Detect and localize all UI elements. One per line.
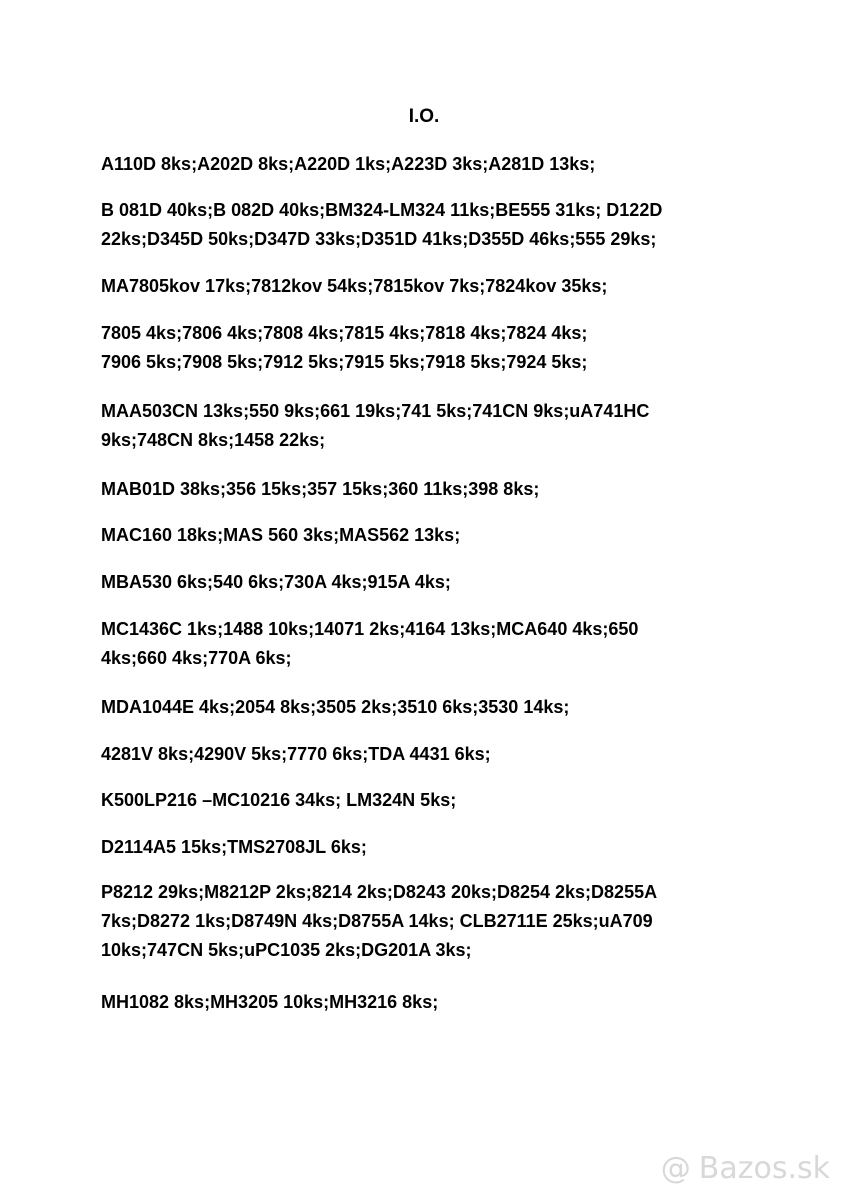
- text-line: 7805 4ks;7806 4ks;7808 4ks;7815 4ks;7818 4ks;7824 4ks;: [101, 323, 588, 343]
- text-line: 4281V 8ks;4290V 5ks;7770 6ks;TDA 4431 6ks;: [101, 744, 491, 764]
- paragraph: [101, 988, 741, 1017]
- watermark-text: Bazos.sk: [698, 1151, 830, 1186]
- watermark: [661, 1151, 830, 1186]
- text-line: MAA503CN 13ks;550 9ks;661 19ks;741 5ks;741CN 9ks;uA741HC: [101, 401, 650, 421]
- text-line: 10ks;747CN 5ks;uPC1035 2ks;DG201A 3ks;: [101, 940, 472, 960]
- text-line: MH1082 8ks;MH3205 10ks;MH3216 8ks;: [101, 992, 439, 1012]
- text-line: P8212 29ks;M8212P 2ks;8214 2ks;D8243 20ks;D8254 2ks;D8255A: [101, 882, 658, 902]
- paragraph: [101, 272, 741, 301]
- text-line: MC1436C 1ks;1488 10ks;14071 2ks;4164 13ks;MCA640 4ks;650: [101, 619, 639, 639]
- paragraph: [101, 397, 741, 455]
- text-line: 4ks;660 4ks;770A 6ks;: [101, 648, 292, 668]
- paragraph: [101, 740, 741, 769]
- text-line: MAC160 18ks;MAS 560 3ks;MAS562 13ks;: [101, 525, 461, 545]
- bazos-logo-icon: @: [660, 1151, 691, 1186]
- text-line: 7ks;D8272 1ks;D8749N 4ks;D8755A 14ks; CLB2711E 25ks;uA709: [101, 911, 653, 931]
- paragraph: [101, 319, 741, 377]
- text-line: A110D 8ks;A202D 8ks;A220D 1ks;A223D 3ks;A281D 13ks;: [101, 154, 596, 174]
- paragraph: [101, 196, 741, 254]
- paragraph: [101, 833, 741, 862]
- text-line: MDA1044E 4ks;2054 8ks;3505 2ks;3510 6ks;3530 14ks;: [101, 697, 570, 717]
- text-line: MA7805kov 17ks;7812kov 54ks;7815kov 7ks;7824kov 35ks;: [101, 276, 608, 296]
- text-line: MAB01D 38ks;356 15ks;357 15ks;360 11ks;398 8ks;: [101, 479, 540, 499]
- text-line: MBA530 6ks;540 6ks;730A 4ks;915A 4ks;: [101, 572, 451, 592]
- paragraph: [101, 521, 741, 550]
- paragraph: [101, 693, 741, 722]
- text-line: B 081D 40ks;B 082D 40ks;BM324-LM324 11ks;BE555 31ks; D122D: [101, 200, 663, 220]
- paragraph: [101, 878, 741, 965]
- text-line: D2114A5 15ks;TMS2708JL 6ks;: [101, 837, 367, 857]
- text-line: 9ks;748CN 8ks;1458 22ks;: [101, 430, 326, 450]
- document-title: I.O.: [408, 106, 440, 127]
- paragraph: [101, 475, 741, 504]
- text-line: 7906 5ks;7908 5ks;7912 5ks;7915 5ks;7918 5ks;7924 5ks;: [101, 352, 588, 372]
- text-line: K500LP216 –MC10216 34ks; LM324N 5ks;: [101, 790, 457, 810]
- paragraph: [101, 150, 741, 179]
- text-line: 22ks;D345D 50ks;D347D 33ks;D351D 41ks;D355D 46ks;555 29ks;: [101, 229, 657, 249]
- paragraph: [101, 786, 741, 815]
- paragraph: [101, 615, 741, 673]
- paragraph: [101, 568, 741, 597]
